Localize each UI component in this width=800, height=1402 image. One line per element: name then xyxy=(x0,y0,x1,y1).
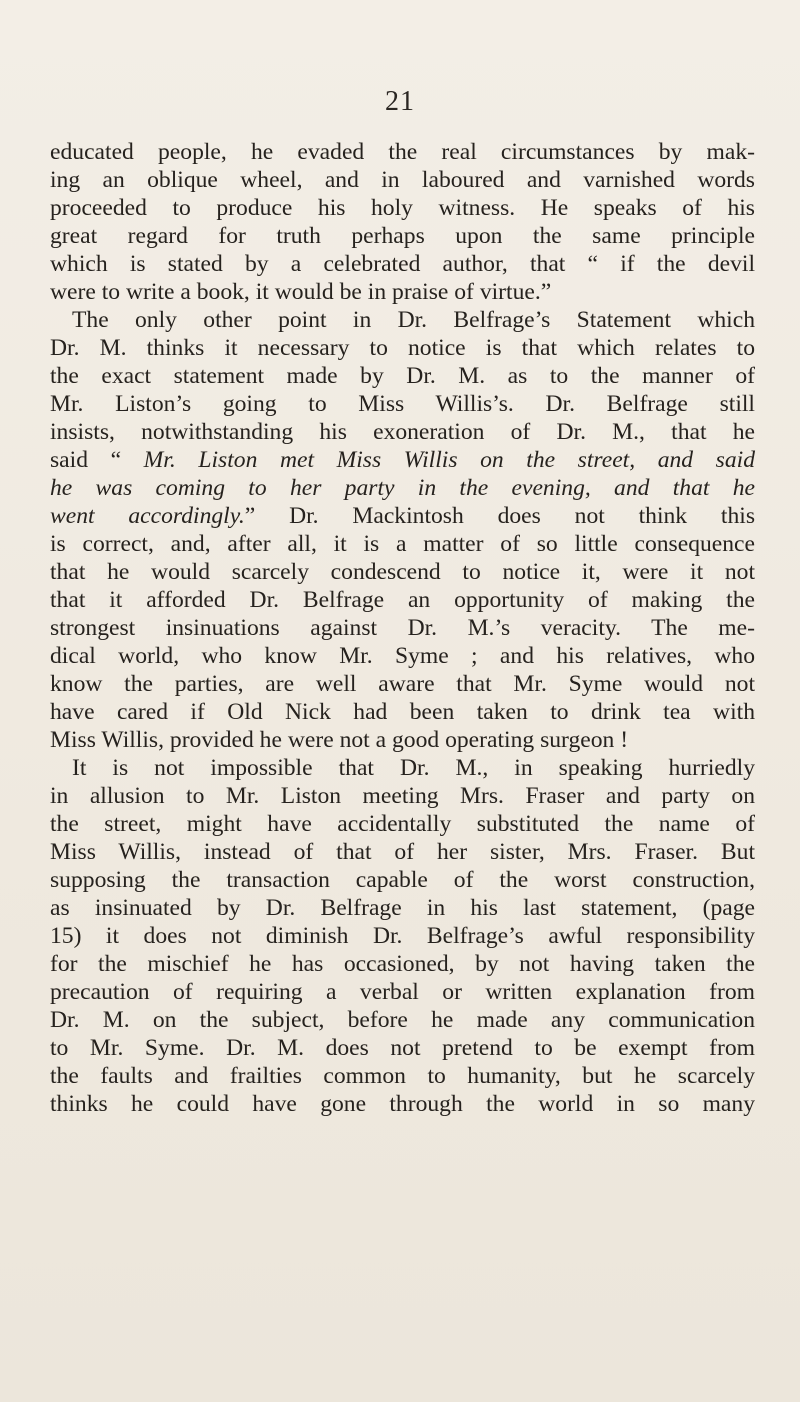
text-line xyxy=(50,894,755,922)
text-segment: Dr. M. thinks it necessary to notice is that which relates to xyxy=(50,335,755,361)
text-segment: that he would scarcely condescend to notice it, were it not xyxy=(50,559,755,585)
page-number: 21 xyxy=(385,86,415,117)
text-line xyxy=(50,922,755,950)
text-segment: the exact statement made by Dr. M. as to the manner of xyxy=(50,363,755,389)
text-segment: proceeded to produce his holy witness. He speaks of his xyxy=(50,195,755,221)
text-segment: supposing the transaction capable of the worst construction, xyxy=(50,867,755,893)
text-segment: Dr. M. on the subject, before he made any communication xyxy=(50,1007,755,1033)
text-line xyxy=(50,782,755,810)
text-segment: the faults and frailties common to humanity, but he scarcely xyxy=(50,1063,755,1089)
text-segment: is correct, and, after all, it is a matter of so little consequence xyxy=(50,531,755,557)
text-line xyxy=(50,558,755,586)
text-segment: Miss Willis, provided he were not a good operating surgeon ! xyxy=(50,727,629,753)
text-line xyxy=(50,222,755,250)
text-line xyxy=(50,1062,755,1090)
text-segment: thinks he could have gone through the world in so many xyxy=(50,1091,755,1117)
text-segment: 15) it does not diminish Dr. Belfrage’s awful responsibility xyxy=(50,923,755,949)
text-line xyxy=(50,810,755,838)
text-line xyxy=(50,978,755,1006)
text-line xyxy=(50,194,755,222)
text-segment: the street, might have accidentally substituted the name of xyxy=(50,811,755,837)
text-line xyxy=(50,950,755,978)
text-segment: ” Dr. Mackintosh does not think this xyxy=(244,503,756,529)
text-line xyxy=(50,670,755,698)
text-line xyxy=(50,474,755,502)
text-segment: Miss Willis, instead of that of her sister, Mrs. Fraser. But xyxy=(50,839,755,865)
text-line xyxy=(50,1006,755,1034)
text-line xyxy=(50,642,755,670)
text-line xyxy=(50,698,755,726)
text-line xyxy=(50,530,755,558)
text-segment: in allusion to Mr. Liston meeting Mrs. Fraser and party on xyxy=(50,783,755,809)
text-line xyxy=(50,446,755,474)
text-segment: were to write a book, it would be in praise of virtue.” xyxy=(50,279,552,305)
text-segment: strongest insinuations against Dr. M.’s veracity. The me- xyxy=(50,615,755,641)
text-segment: educated people, he evaded the real circumstances by mak- xyxy=(50,139,755,165)
text-segment: know the parties, are well aware that Mr. Syme would not xyxy=(50,671,755,697)
text-segment: insists, notwithstanding his exoneration of Dr. M., that he xyxy=(50,419,755,445)
text-line xyxy=(50,362,755,390)
text-line xyxy=(50,278,755,306)
text-segment: Mr. Liston’s going to Miss Willis’s. Dr. Belfrage still xyxy=(50,391,755,417)
text-line xyxy=(50,250,755,278)
text-line xyxy=(50,1034,755,1062)
text-segment: as insinuated by Dr. Belfrage in his last statement, (page xyxy=(50,895,755,921)
text-segment: great regard for truth perhaps upon the same principle xyxy=(50,223,755,249)
text-segment: precaution of requiring a verbal or written explanation from xyxy=(50,979,755,1005)
text-line xyxy=(50,390,755,418)
text-segment: It is not impossible that Dr. M., in speaking hurriedly xyxy=(72,755,755,781)
text-line xyxy=(50,166,755,194)
text-line xyxy=(50,754,755,782)
text-segment: said “ xyxy=(50,447,144,473)
text-line xyxy=(50,838,755,866)
text-segment: ing an oblique wheel, and in laboured and varnished words xyxy=(50,167,755,193)
text-segment: have cared if Old Nick had been taken to drink tea with xyxy=(50,699,755,725)
text-segment: The only other point in Dr. Belfrage’s Statement which xyxy=(72,307,755,333)
text-line xyxy=(50,334,755,362)
text-line xyxy=(50,614,755,642)
text-line xyxy=(50,138,755,166)
text-segment: that it afforded Dr. Belfrage an opportunity of making the xyxy=(50,587,755,613)
italic-text: he was coming to her party in the evening, and that he xyxy=(50,475,755,501)
text-segment: dical world, who know Mr. Syme ; and his relatives, who xyxy=(50,643,755,669)
italic-text: Mr. Liston met Miss Willis on the street, and said xyxy=(143,447,756,473)
text-segment: to Mr. Syme. Dr. M. does not pretend to be exempt from xyxy=(50,1035,755,1061)
text-line xyxy=(50,418,755,446)
text-line xyxy=(50,306,755,334)
text-segment: which is stated by a celebrated author, that “ if the devil xyxy=(50,251,755,277)
text-line xyxy=(50,1090,755,1118)
text-line xyxy=(50,866,755,894)
italic-text: went accordingly. xyxy=(50,503,245,529)
text-line xyxy=(50,726,755,754)
body-text xyxy=(50,138,755,1118)
text-line xyxy=(50,502,755,530)
text-line xyxy=(50,586,755,614)
text-segment: for the mischief he has occasioned, by not having taken the xyxy=(50,951,755,977)
